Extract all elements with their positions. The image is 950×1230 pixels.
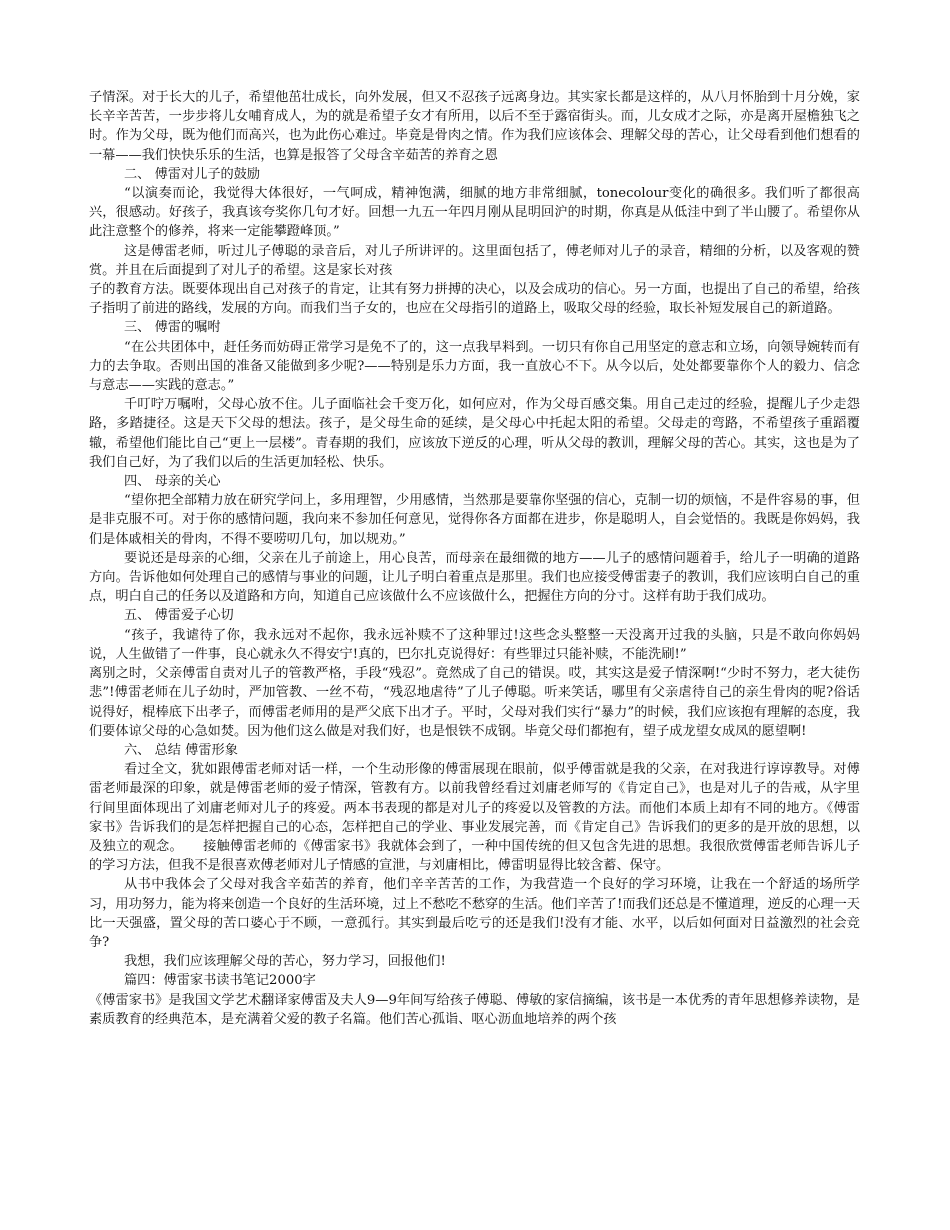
paragraph-analysis: 这是傅雷老师，听过儿子傅聪的录音后，对儿子所讲评的。这里面包括了，傅老师对儿子的录音，精细的分析，以及客观的赞赏。并且在后面提到了对儿子的希望。这是家长对孩 — [89, 243, 860, 278]
section-heading-6: 六、 总结 傅雷形象 — [124, 742, 238, 758]
quote-father-regret: “孩子，我谑待了你，我永远对不起你，我永远补赎不了这种罪过!这些念头整整一天没离开过我的头脑，只是不敢向你妈妈说，人生做错了一件事，良心就永久不得安宁!真的，巴尔扎克说得好：有些罪过只能补赎，不能洗刷!” — [89, 627, 860, 662]
paragraph-summary: 看过全文，犹如跟傅雷老师对话一样，一个生动形像的傅雷展现在眼前，似乎傅雷就是我的父亲，在对我进行谆谆教导。对傅雷老师最深的印象，就是傅雷老师的爱子情深，管教有方。以前我曾经看过刘庸老师写的《肯定自己》，也是对儿子的告戒，从字里行间里面体现出了刘庸老师对儿子的疼爱。两本书表现的都是对儿子的疼爱以及管教的方法。而他们本质上却有不同的地方。《傅雷家书》告诉我们的是怎样把握自己的心态，怎样把自己的学业、事业发展完善，而《肯定自己》告诉我们的更多的是开放的思想，以及独立的观念。 接触傅雷老师的《傅雷家书》我就体会到了，一种中国传统的但又包含先进的思想。我很欣赏傅雷老师告诉儿子的学习方法，但我不是很喜欢傅老师对儿子情感的宣泄，与刘庸相比，傅雷明显得比较含蓄、保守。 — [89, 762, 860, 874]
paragraph-education-method: 子的教育方法。既要体现出自己对孩子的肯定，让其有努力拼搏的决心，以及会成功的信心。另一方面，也提出了自己的希望，给孩子指明了前进的路线，发展的方向。而我们当子女的，也应在父母指引的道路上，吸取父母的经验，取长补短发展自己的新道路。 — [89, 282, 860, 317]
section-heading-4: 四、 母亲的关心 — [124, 474, 221, 490]
quote-encouragement: “以演奏而论，我觉得大体很好，一气呵成，精神饱满，细腻的地方非常细腻，tonecolour变化的确很多。我们听了都很高兴，很感动。好孩子，我真该夸奖你几句才好。回想一九五一年四月刚从昆明回沪的时期，你真是从低洼中到了半山腰了。希望你从此注意整个的修养，将来一定能攀蹬峰顶。” — [89, 186, 860, 240]
section-heading-5: 五、 傅雷爱子心切 — [124, 608, 234, 624]
paragraph-conclusion: 我想，我们应该理解父母的苦心，努力学习，回报他们! — [124, 954, 446, 970]
paragraph-intro: 子情深。对于长大的儿子，希望他茁壮成长，向外发展，但又不忍孩子远离身边。其实家长都是这样的，从八月怀胎到十月分娩，家长辛辛苦苦，一步步将儿女哺育成人，为的就是希望子女才有所用，以后不至于露宿街头。而，儿女成才之际，亦是离开屋檐独飞之时。作为父母，既为他们而高兴，也为此伤心难过。毕竟是骨肉之情。作为我们应该体会、理解父母的苦心，让父母看到他们想看的一幕——我们快快乐乐的生活，也算是报答了父母含辛茹苦的养育之恩 — [89, 90, 860, 163]
section-heading-3: 三、 傅雷的嘱咐 — [124, 320, 221, 336]
paragraph-mother-care: 要说还是母亲的心细，父亲在儿子前途上，用心良苦，而母亲在最细微的地方——儿子的感情问题着手，给儿子一明确的道路方向。告诉他如何处理自己的感情与事业的问题，让儿子明白着重点是那里。我们也应接受傅雷妻子的教训，我们应该明白自己的重点，明白自己的任务以及道路和方向，知道自己应该做什么不应该做什么，把握住方向的分寸。这样有助于我们成功。 — [89, 550, 860, 605]
paragraph-strict-love: 离别之时，父亲傅雷自责对儿子的管教严格，手段“残忍”。竟然成了自己的错误。哎，其实这是爱子情深啊!“少时不努力，老大徒伤悲”!傅雷老师在儿子幼时，严加管教、一丝不苟，“残忍地虐待”了儿子傅聪。听来笑话，哪里有父亲虐待自己的亲生骨肉的呢?俗话说得好，棍棒底下出孝子，而傅雷老师用的是严父底下出才子。平时，父母对我们实行“暴力”的时候，我们应该抱有理解的态度，我们要体谅父母的心急如焚。因为他们这么做是对我们好，也是恨铁不成钢。毕竟父母们都抱有，望子成龙望女成凤的愿望啊! — [89, 666, 860, 739]
quote-instruction: “在公共团体中，赶任务而妨碍正常学习是免不了的，这一点我早料到。一切只有你自己用坚定的意志和立场，向领导婉转而有力的去争取。否则出国的准备又能做到多少呢?——特别是乐力方面，我一直放心不下。从今以后，处处都要靠你个人的毅力、信念与意志——实践的意志。” — [89, 339, 860, 394]
quote-mother: “望你把全部精力放在研究学问上，多用理智，少用感情，当然那是要靠你坚强的信心，克制一切的烦恼，不是件容易的事，但是非克服不可。对于你的感情问题，我向来不参加任何意见，觉得你各方面都在进步，你是聪明人，自会觉悟的。我既是你妈妈，我们是体戚相关的骨肉，不得不要唠叨几句，加以规劝。” — [89, 493, 860, 547]
section-heading-2: 二、 傅雷对儿子的鼓励 — [124, 166, 261, 182]
paragraph-book-intro: 《傅雷家书》是我国文学艺术翻译家傅雷及夫人9—9年间写给孩子傅聪、傅敏的家信摘编，该书是一本优秀的青年思想修养读物，是素质教育的经典范本，是充满着父爱的教子名篇。他们苦心孤诣、呕心沥血地培养的两个孩 — [89, 992, 860, 1027]
paragraph-gratitude: 从书中我体会了父母对我含辛茹苦的养育，他们辛辛苦苦的工作，为我营造一个良好的学习环境，让我在一个舒适的场所学习，用功努力，能为将来创造一个良好的生活环境，过上不愁吃不愁穿的生活。他们辛苦了!而我们还总是不懂道理，逆反的心理一天比一天强盛，置父母的苦口婆心于不顾，一意孤行。其实到最后吃亏的还是我们!没有才能、水平，以后如何面对日益激烈的社会竞争? — [89, 877, 860, 950]
chapter-heading-4: 篇四：傅雷家书读书笔记2000字 — [124, 973, 316, 989]
paragraph-parents-worry: 千叮咛万嘱咐，父母心放不住。儿子面临社会千变万化，如何应对，作为父母百感交集。用自己走过的经验，提醒儿子少走怨路，多踏捷径。这是天下父母的想法。孩子，是父母生命的延续，是父母心中托起太阳的希望。父母走的弯路，不希望孩子重蹈覆辙，希望他们能比自己“更上一层楼”。青春期的我们，应该放下逆反的心理，听从父母的教训，理解父母的苦心。其实，这也是为了我们自己好，为了我们以后的生活更加轻松、快乐。 — [89, 397, 860, 470]
